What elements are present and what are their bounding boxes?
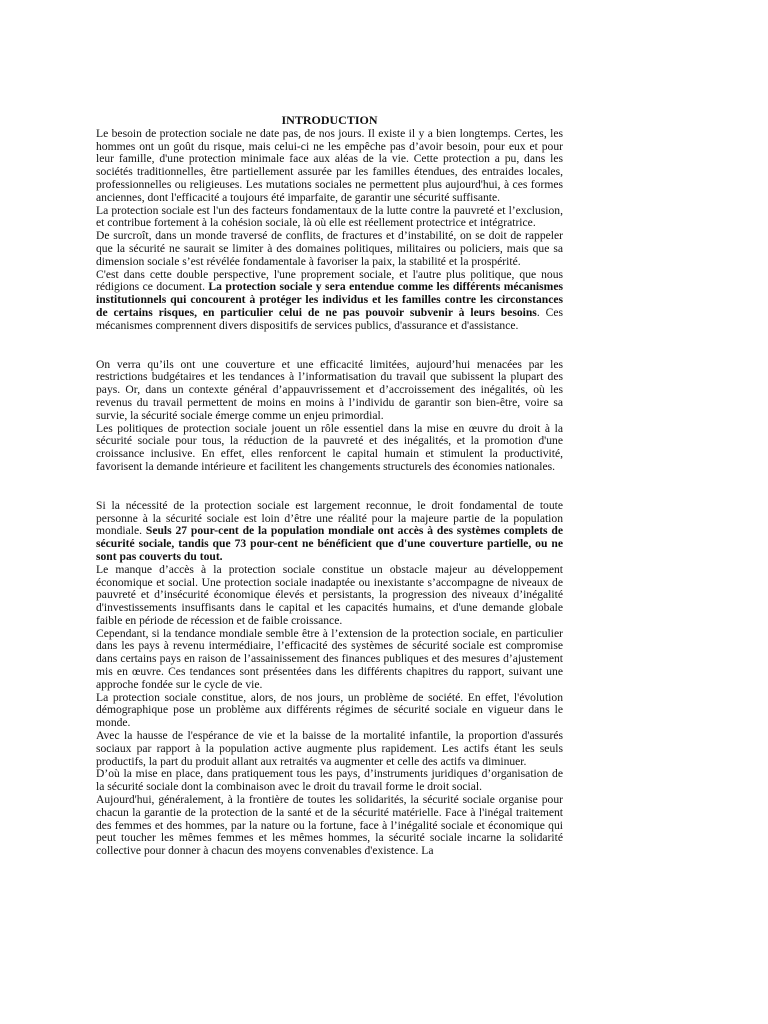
paragraph-11 <box>96 730 563 768</box>
text-run: Le besoin de protection sociale ne date pas, de nos jours. Il existe il y a bien longtemps. Certes, les hommes ont un goût du risque, mais celui-ci ne les empêche pas d’avoir besoin, pour eux et pour leur famille, d'une protection minimale face aux aléas de la vie. Cette protection a pu, dans les sociétés traditionnelles, être partiellement assurée par les familles étendues, des entraides locales, professionnelles ou religieuses. Les mutations sociales ne permettent plus aujourd'hui, à ces formes anciennes, dont l'efficacité a toujours été imparfaite, de garantir une sécurité suffisante. <box>96 126 563 204</box>
text-run: D’où la mise en place, dans pratiquement tous les pays, d’instruments juridiques d’organisation de la sécurité sociale dont la combinaison avec le droit du travail forme le droit social. <box>96 767 563 794</box>
text-run: De surcroît, dans un monde traversé de conflits, de fractures et d’instabilité, on se doit de rappeler que la sécurité ne saurait se limiter à des domaines politiques, militaires ou policiers, mais que sa dimension sociale s’est révélée fondamentale à favoriser la paix, la stabilité et la prospérité. <box>96 229 563 268</box>
page-title: INTRODUCTION <box>281 113 378 127</box>
text-run: On verra qu’ils ont une couverture et une efficacité limitées, aujourd’hui menacées par les restrictions budgétaires et les tendances à l’informatisation du travail que subissent la plupart des pays. Or, dans un contexte général d’appauvrissement et d’accroissement des inégalités, où les revenus du travail permettent de moins en moins à l’individu de garantir son bien-être, voire sa survie, la sécurité sociale émerge comme un enjeu primordial. <box>96 357 563 422</box>
text-run: La protection sociale est l'un des facteurs fondamentaux de la lutte contre la pauvreté et l’exclusion, et contribue fortement à la cohésion sociale, là où elle est réellement protectrice et intégratrice. <box>96 203 563 230</box>
text-run: Le manque d’accès à la protection sociale constitue un obstacle majeur au développement économique et social. Une protection sociale inadaptée ou inexistante s’accompagne de niveaux de pauvreté et d’insécurité économique élevés et persistants, la progression des niveaux d’inégalité d'investissements insuffisants dans le capital et les capacités humains, et d'une demande globale faible en période de récession et de faible croissance. <box>96 562 563 627</box>
paragraph-1 <box>96 128 563 205</box>
document-body <box>96 114 563 858</box>
paragraph-13 <box>96 794 563 858</box>
paragraph-2 <box>96 205 563 231</box>
paragraph-8 <box>96 564 563 628</box>
text-run: Si la nécessité de la protection sociale est largement reconnue, le droit fondamental de toute personne à la sécurité sociale est loin d’être une réalité pour la majeure partie de la population mondiale. <box>96 498 563 538</box>
text-run: Les politiques de protection sociale jouent un rôle essentiel dans la mise en œuvre du droit à la sécurité sociale pour tous, la réduction de la pauvreté et des inégalités, et la promotion d'une croissance inclusive. En effet, elles renforcent le capital humain et stimulent la productivité, favorisent la demande intérieure et facilitent les changements structurels des économies nationales. <box>96 421 563 473</box>
text-run: C'est dans cette double perspective, l'une proprement sociale, et l'autre plus politique, que nous rédigions ce document. <box>96 267 563 294</box>
text-run: La protection sociale constitue, alors, de nos jours, un problème de société. En effet, l'évolution démographique pose un problème aux différents régimes de sécurité sociale en vigueur dans le monde. <box>96 690 563 730</box>
paragraph-5 <box>96 359 563 423</box>
bold-text-run: La protection sociale y sera entendue comme les différents mécanismes institutionnels qui concourent à protéger les individus et les familles contre les circonstances de certains risques, en particulier celui de ne pas pouvoir subvenir à leurs besoins <box>96 280 563 319</box>
text-run: Avec la hausse de l'espérance de vie et la baisse de la mortalité infantile, la proportion d'assurés sociaux par rapport à la population active augmente plus rapidement. Les actifs étant les seuls productifs, la part du produit allant aux retraités va augmenter et celle des actifs va diminuer. <box>96 729 563 768</box>
paragraph-4 <box>96 269 563 333</box>
paragraph-3 <box>96 230 563 268</box>
paragraph-7 <box>96 500 563 564</box>
paragraph-6 <box>96 423 563 474</box>
text-run: . Ces mécanismes comprennent divers dispositifs de services publics, d'assurance et d'assistance. <box>96 305 563 332</box>
paragraph-12 <box>96 768 563 794</box>
bold-text-run: Seuls 27 pour-cent de la population mondiale ont accès à des systèmes complets de sécurité sociale, tandis que 73 pour-cent ne bénéficient que d'une couverture partielle, ou ne sont pas couverts du tout. <box>96 524 563 563</box>
paragraph-10 <box>96 692 563 730</box>
paragraph-9 <box>96 628 563 692</box>
text-run: Aujourd'hui, généralement, à la frontière de toutes les solidarités, la sécurité sociale organise pour chacun la garantie de la protection de la santé et de la sécurité matérielle. Face à l'inégal traitement des femmes et des hommes, par la nature ou la fortune, face à l’inégalité sociale et économique qui peut toucher les mêmes femmes et les mêmes hommes, la sécurité sociale incarne la solidarité collective pour donner à chacun des moyens convenables d'existence. La <box>96 793 563 858</box>
text-run: Cependant, si la tendance mondiale semble être à l’extension de la protection sociale, en particulier dans les pays à revenu intermédiaire, l’efficacité des systèmes de sécurité sociale est compromise dans certains pays en raison de l’assainissement des finances publiques et des mesures d’ajustement mis en œuvre. Ces tendances sont présentées dans les différents chapitres du rapport, suivant une approche fondée sur le cycle de vie. <box>96 626 563 691</box>
